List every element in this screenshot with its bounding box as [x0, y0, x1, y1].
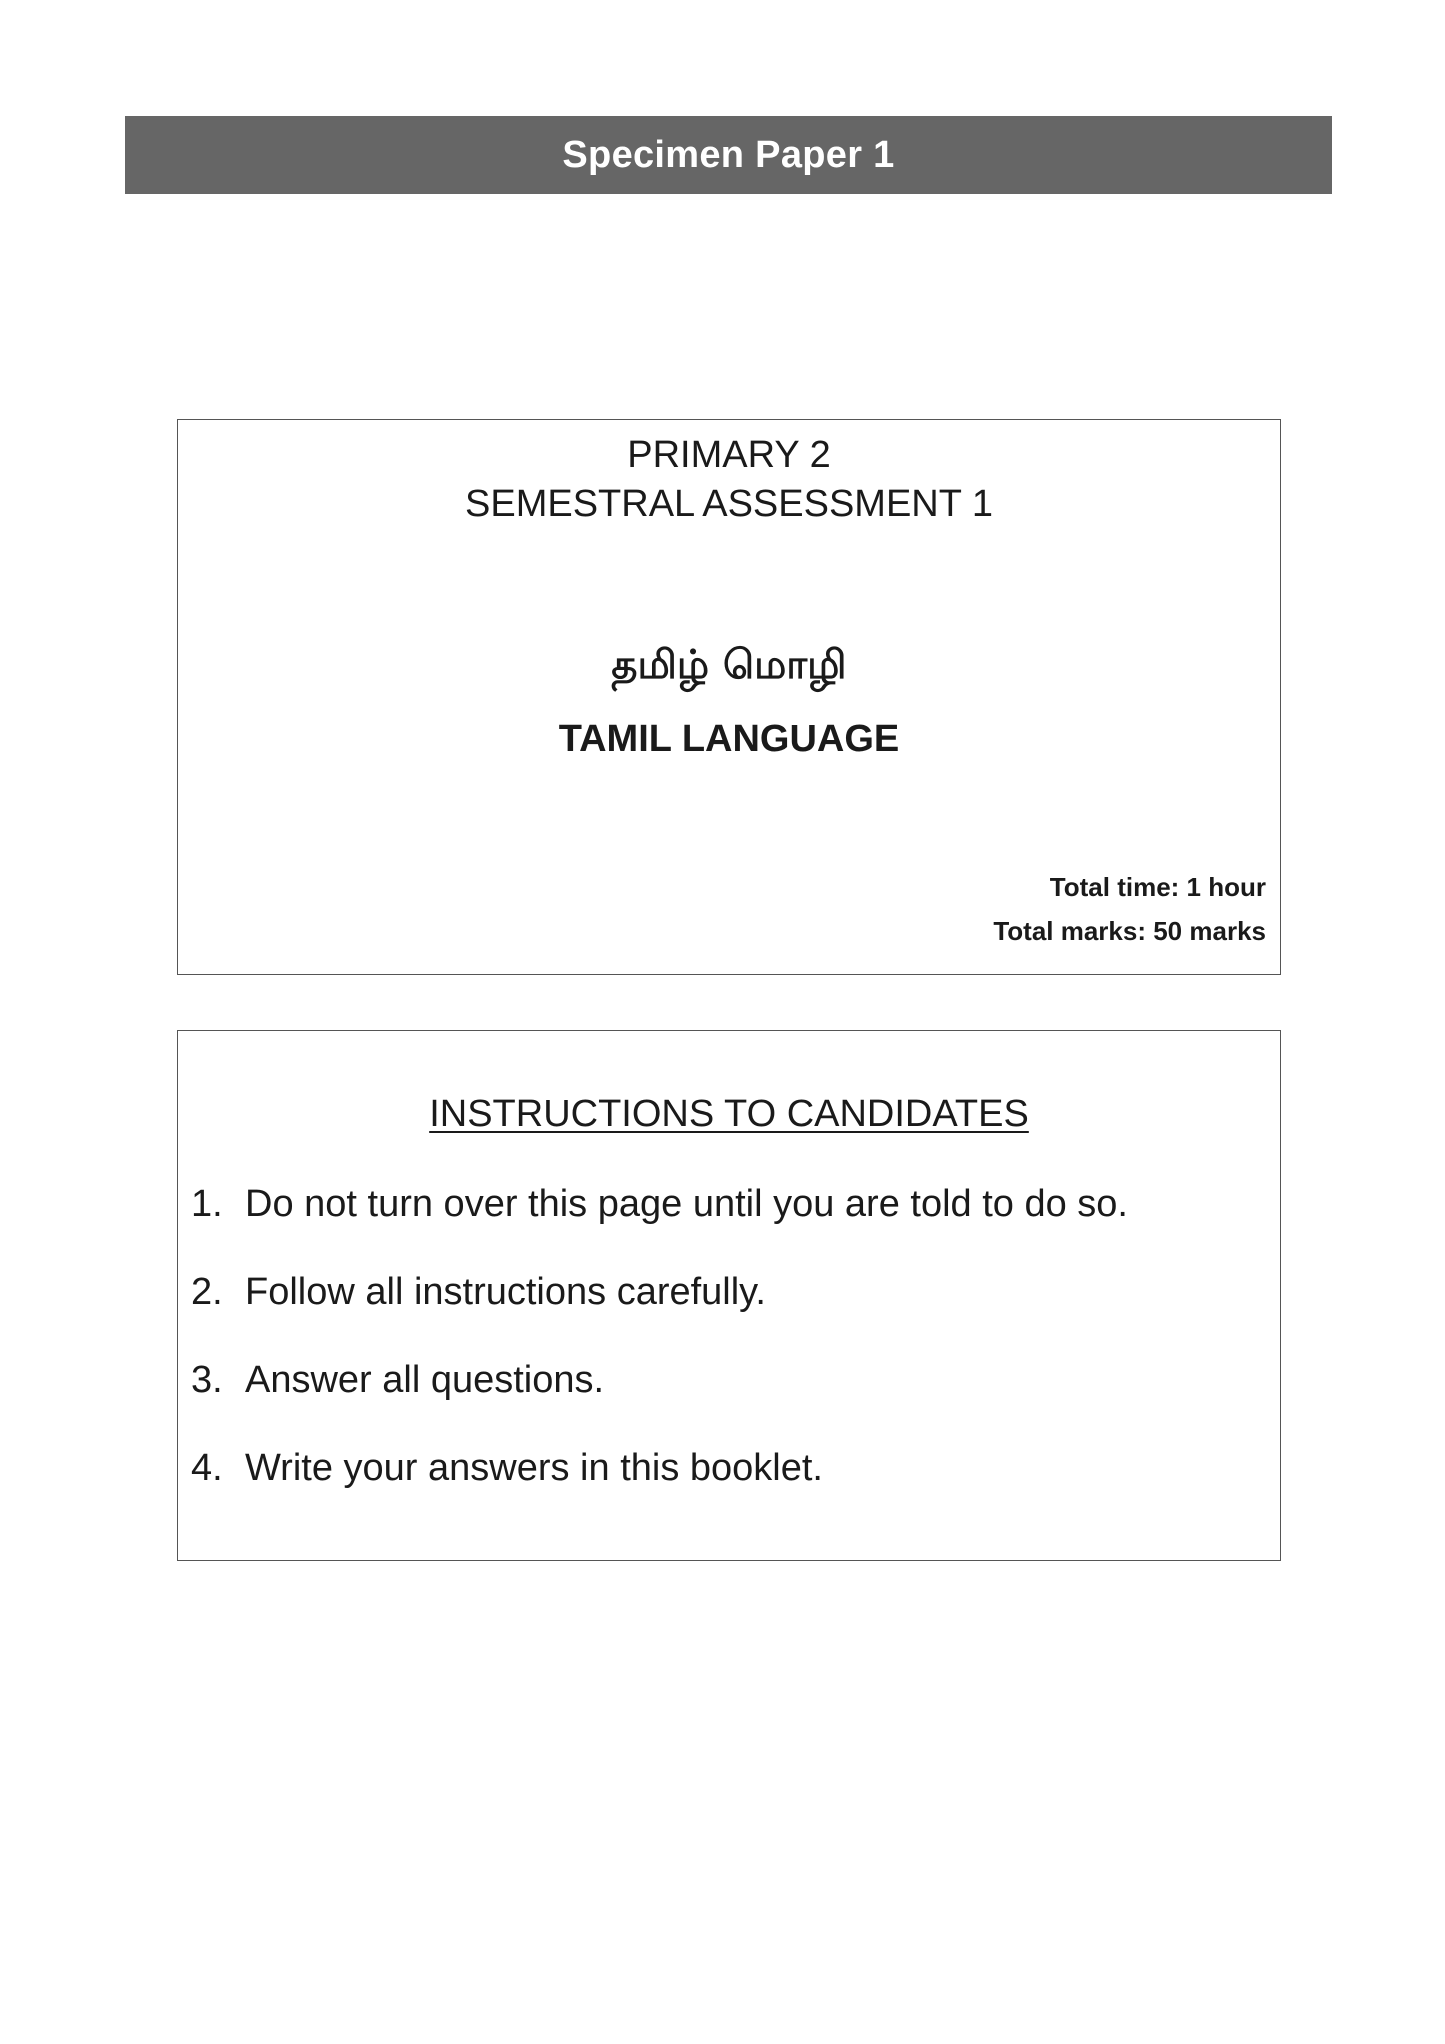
instruction-text: Do not turn over this page until you are told to do so.: [245, 1183, 1128, 1225]
total-marks: Total marks: 50 marks: [993, 916, 1266, 946]
banner-title: Specimen Paper 1: [562, 133, 895, 176]
instructions-heading: INSTRUCTIONS TO CANDIDATES: [429, 1093, 1029, 1135]
header-banner: [125, 116, 1332, 194]
cover-box: [177, 419, 1281, 975]
instruction-item: [191, 1183, 1128, 1271]
instruction-item: [191, 1359, 1128, 1447]
total-time: Total time: 1 hour: [1049, 872, 1266, 902]
instruction-text: Follow all instructions carefully.: [245, 1271, 766, 1313]
instructions-box: [177, 1030, 1281, 1561]
instruction-item: [191, 1447, 1128, 1535]
instruction-number: 1.: [191, 1183, 223, 1225]
instructions-list: [191, 1183, 1128, 1535]
instruction-text: Answer all questions.: [245, 1359, 605, 1401]
instruction-text: Write your answers in this booklet.: [245, 1447, 823, 1489]
instruction-item: [191, 1271, 1128, 1359]
subject-title-english: TAMIL LANGUAGE: [558, 718, 900, 760]
instruction-number: 4.: [191, 1447, 223, 1489]
instruction-number: 3.: [191, 1359, 223, 1401]
level-text: PRIMARY 2: [627, 434, 831, 476]
subject-title-tamil: தமிழ் மொழி: [611, 642, 847, 688]
assessment-text: SEMESTRAL ASSESSMENT 1: [465, 483, 993, 525]
instruction-number: 2.: [191, 1271, 223, 1313]
